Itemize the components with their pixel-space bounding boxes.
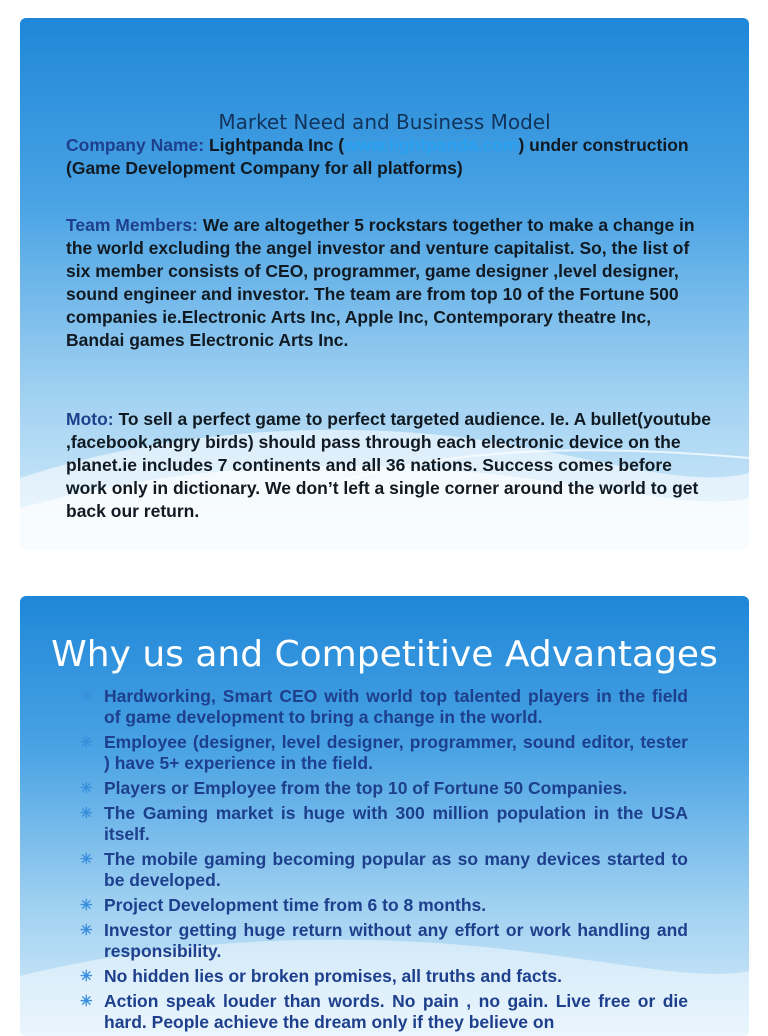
asterisk-bullet-icon: ✳ — [80, 780, 93, 797]
team-members-paragraph — [66, 214, 714, 352]
company-name-text: Lightpanda Inc ( — [204, 135, 345, 155]
asterisk-bullet-icon: ✳ — [80, 922, 93, 939]
asterisk-bullet-icon: ✳ — [80, 688, 93, 705]
asterisk-bullet-icon: ✳ — [80, 805, 93, 822]
list-item-text: Players or Employee from the top 10 of Fortune 50 Companies. — [104, 778, 628, 798]
advantages-list — [80, 686, 688, 1036]
list-item — [80, 849, 688, 891]
company-website-link[interactable]: www.lightpanda.com — [344, 135, 519, 155]
asterisk-bullet-icon: ✳ — [80, 968, 93, 985]
moto-text: To sell a perfect game to perfect targeted audience. Ie. A bullet(youtube ,facebook,angry birds) should pass through each electronic device on the planet.ie includes 7 continents and all 36 nations. Success comes before work only in dictionary. We don’t left a single corner around the world to get back our return. — [66, 409, 712, 521]
list-item — [80, 991, 688, 1033]
list-item-text: The mobile gaming becoming popular as so many devices started to be developed. — [104, 849, 688, 890]
company-name-label: Company Name: — [66, 135, 205, 155]
list-item-text: Employee (designer, level designer, programmer, sound editor, tester ) have 5+ experience in the field. — [104, 732, 688, 773]
company-name-text-after: ) under construction (Game Development Company for all platforms) — [66, 135, 689, 178]
list-item-text: Hardworking, Smart CEO with world top talented players in the field of game development to bring a change in the world. — [104, 686, 688, 727]
list-item — [80, 803, 688, 845]
list-item — [80, 920, 688, 962]
asterisk-bullet-icon: ✳ — [80, 734, 93, 751]
moto-label: Moto: — [66, 409, 114, 429]
team-members-text: We are altogether 5 rockstars together to make a change in the world excluding the angel investor and venture capitalist. So, the list of six member consists of CEO, programmer, game designer ,level designer, sound engineer and investor. The team are from top 10 of the Fortune 500 companies ie.Electronic Arts Inc, Apple Inc, Contemporary theatre Inc, Bandai games Electronic Arts Inc. — [66, 215, 695, 350]
list-item — [80, 732, 688, 774]
list-item — [80, 686, 688, 728]
asterisk-bullet-icon: ✳ — [80, 993, 93, 1010]
moto-paragraph — [66, 408, 714, 523]
list-item-text: Investor getting huge return without any effort or work handling and responsibility. — [104, 920, 688, 961]
list-item — [80, 966, 688, 987]
asterisk-bullet-icon: ✳ — [80, 897, 93, 914]
slide-title: Why us and Competitive Advantages — [51, 634, 718, 675]
list-item-text: The Gaming market is huge with 300 million population in the USA itself. — [104, 803, 688, 844]
asterisk-bullet-icon: ✳ — [80, 851, 93, 868]
list-item-text: Project Development time from 6 to 8 months. — [104, 895, 487, 915]
list-item-text: No hidden lies or broken promises, all truths and facts. — [104, 966, 563, 986]
team-members-label: Team Members: — [66, 215, 198, 235]
list-item — [80, 778, 688, 799]
slide-market-need — [20, 18, 749, 550]
list-item — [80, 895, 688, 916]
list-item-text: Action speak louder than words. No pain , no gain. Live free or die hard. People achieve the dream only if they believe on — [104, 991, 688, 1032]
slide-competitive-advantages — [20, 596, 749, 1036]
slide-title: Market Need and Business Model — [218, 110, 551, 134]
company-name-paragraph — [66, 134, 714, 180]
